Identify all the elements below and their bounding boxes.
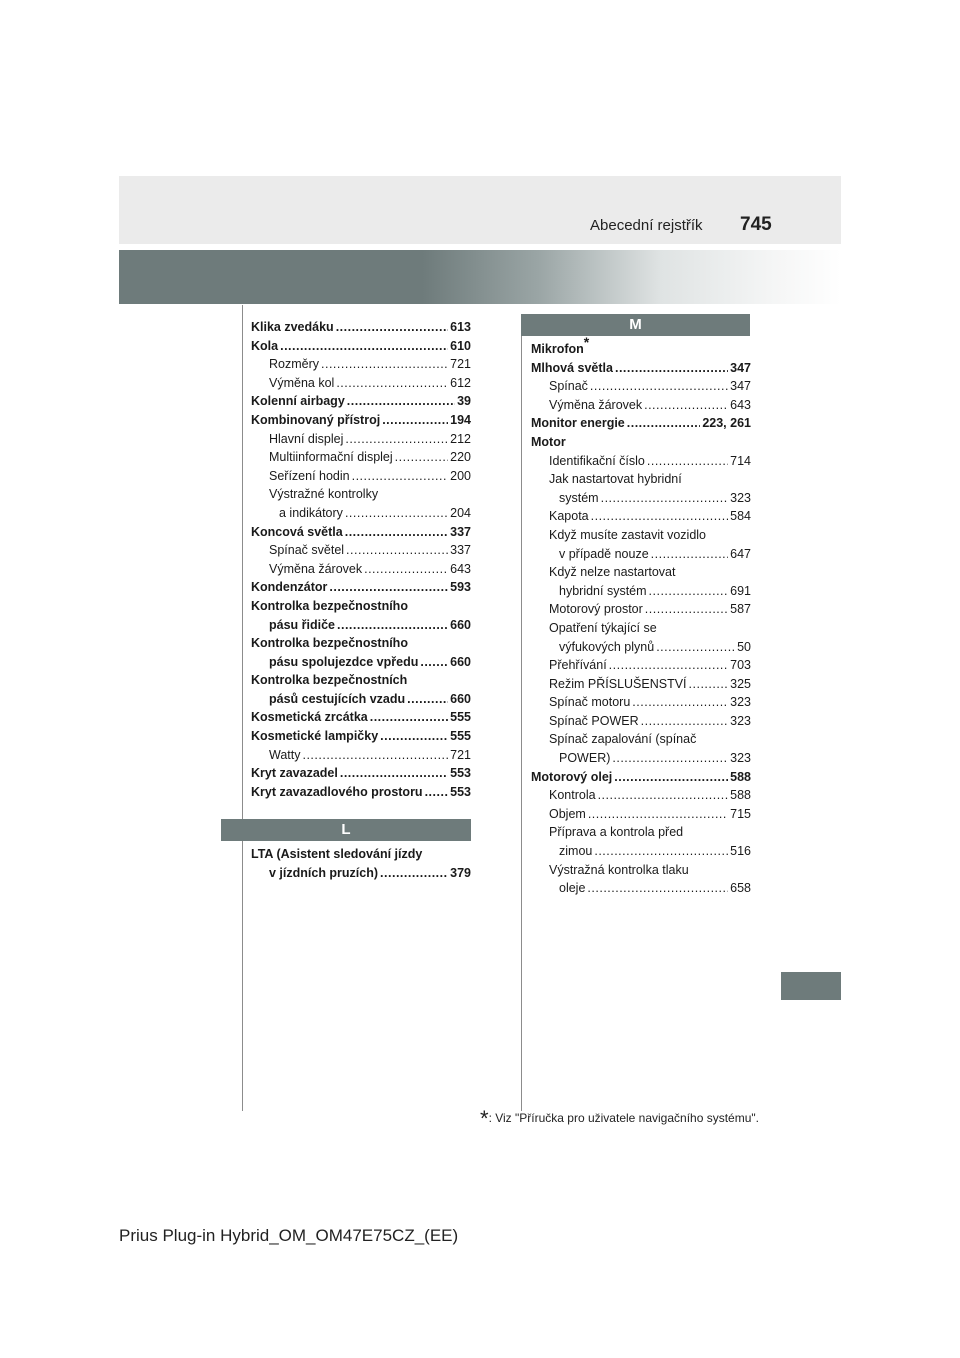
index-section-l xyxy=(251,845,471,882)
leader-dots xyxy=(425,783,449,802)
entry-text: Když musíte zastavit vozidlo xyxy=(549,527,707,542)
leader-dots xyxy=(420,653,448,672)
page-reference: 204 xyxy=(450,505,471,520)
index-entry[interactable] xyxy=(531,600,751,619)
leader-dots xyxy=(645,600,728,619)
entry-text: Režim PŘÍSLUŠENSTVÍ xyxy=(549,676,687,691)
leader-dots xyxy=(591,507,729,526)
leader-dots xyxy=(347,392,455,411)
index-entry[interactable] xyxy=(531,433,751,452)
entry-text: výfukových plynů xyxy=(559,639,655,654)
entry-text: v jízdních pruzích) xyxy=(269,865,379,880)
page-reference: 516 xyxy=(730,844,751,859)
leader-dots xyxy=(609,656,728,675)
page-reference: 584 xyxy=(730,509,751,524)
page-reference: 721 xyxy=(450,357,471,372)
page-reference: 323 xyxy=(730,751,751,766)
page-reference: 647 xyxy=(730,546,751,561)
index-entry[interactable] xyxy=(251,355,471,374)
leader-dots xyxy=(395,448,448,467)
entry-text: Kondenzátor xyxy=(251,580,328,595)
entry-text: systém xyxy=(559,490,599,505)
entry-text: Objem xyxy=(549,806,586,821)
page-reference: 612 xyxy=(450,375,471,390)
page-reference: 691 xyxy=(730,583,751,598)
leader-dots xyxy=(370,708,448,727)
leader-dots xyxy=(612,749,728,768)
page-reference: 200 xyxy=(450,468,471,483)
leader-dots xyxy=(345,430,448,449)
index-entry[interactable] xyxy=(531,563,751,600)
page-reference: 643 xyxy=(450,561,471,576)
index-entry[interactable] xyxy=(251,411,471,430)
leader-dots xyxy=(627,414,701,433)
page-reference: 610 xyxy=(450,338,471,353)
footnote-star: * xyxy=(480,1106,489,1131)
page-reference: 660 xyxy=(450,617,471,632)
leader-dots xyxy=(656,638,735,657)
index-entry[interactable] xyxy=(531,786,751,805)
entry-text: Kontrolka bezpečnostních xyxy=(251,673,408,688)
footnote-text: : Viz "Příručka pro uživatele navigačního systému". xyxy=(488,1111,759,1125)
leader-dots xyxy=(407,690,448,709)
index-entry[interactable] xyxy=(531,768,751,787)
page-reference: 555 xyxy=(450,710,471,725)
entry-text: Seřízení hodin xyxy=(269,468,350,483)
index-column-left xyxy=(251,318,471,801)
leader-dots xyxy=(614,768,728,787)
leader-dots xyxy=(588,805,728,824)
leader-dots xyxy=(329,578,448,597)
entry-text: Mlhová světla xyxy=(531,360,613,375)
entry-text: Monitor energie xyxy=(531,416,625,431)
page-reference: 39 xyxy=(457,394,471,409)
index-entry[interactable] xyxy=(251,597,471,634)
leader-dots xyxy=(647,452,728,471)
index-entry[interactable] xyxy=(531,730,751,767)
leader-dots xyxy=(380,864,448,883)
leader-dots xyxy=(352,467,449,486)
page-reference: 593 xyxy=(450,580,471,595)
leader-dots xyxy=(587,879,728,898)
entry-text: Spínač světel xyxy=(269,543,345,558)
leader-dots xyxy=(380,727,448,746)
index-entry[interactable] xyxy=(251,671,471,708)
leader-dots xyxy=(601,489,729,508)
page-reference: 588 xyxy=(730,769,751,784)
leader-dots xyxy=(641,712,729,731)
leader-dots xyxy=(594,842,728,861)
entry-text: Hlavní displej xyxy=(269,431,344,446)
index-entry[interactable] xyxy=(251,746,471,765)
page-reference: 212 xyxy=(450,431,471,446)
leader-dots xyxy=(651,545,728,564)
index-entry[interactable] xyxy=(531,861,751,898)
leader-dots xyxy=(345,504,448,523)
page-reference: 715 xyxy=(730,806,751,821)
page-reference: 660 xyxy=(450,654,471,669)
page-number: 745 xyxy=(740,214,772,235)
page-reference: 658 xyxy=(730,881,751,896)
page-reference: 643 xyxy=(730,397,751,412)
page-reference: 325 xyxy=(730,676,751,691)
index-entry[interactable] xyxy=(531,675,751,694)
index-entry[interactable] xyxy=(531,693,751,712)
leader-dots xyxy=(590,377,728,396)
page-reference: 587 xyxy=(730,602,751,617)
entry-text: Kontrolka bezpečnostního xyxy=(251,598,408,613)
index-entry[interactable] xyxy=(251,727,471,746)
entry-text: pásu řidiče xyxy=(269,617,335,632)
leader-dots xyxy=(337,616,448,635)
page-reference: 323 xyxy=(730,490,751,505)
entry-text: Motorový prostor xyxy=(549,602,643,617)
index-entry[interactable] xyxy=(251,578,471,597)
leader-dots xyxy=(321,355,448,374)
entry-text: Kosmetické lampičky xyxy=(251,729,379,744)
index-entry[interactable] xyxy=(251,430,471,449)
page-reference: 50 xyxy=(737,639,751,654)
page-reference: 323 xyxy=(730,713,751,728)
entry-text: Kryt zavazadel xyxy=(251,766,338,781)
leader-dots xyxy=(302,746,448,765)
leader-dots xyxy=(336,374,448,393)
index-entry[interactable] xyxy=(251,448,471,467)
leader-dots xyxy=(615,359,728,378)
entry-text: Kolenní airbagy xyxy=(251,394,345,409)
leader-dots xyxy=(346,541,448,560)
index-entry[interactable] xyxy=(251,634,471,671)
entry-text: Kapota xyxy=(549,509,589,524)
entry-text: Kontrola xyxy=(549,788,596,803)
index-entry[interactable] xyxy=(531,396,751,415)
index-entry[interactable] xyxy=(531,712,751,731)
leader-dots xyxy=(364,560,448,579)
index-entry[interactable] xyxy=(531,619,751,656)
index-entry[interactable] xyxy=(251,485,471,522)
index-entry[interactable] xyxy=(531,526,751,563)
index-entry[interactable] xyxy=(531,823,751,860)
entry-text: Motorový olej xyxy=(531,769,613,784)
page-title: Abecední rejstřík xyxy=(590,217,703,234)
entry-text: Kontrolka bezpečnostního xyxy=(251,636,408,651)
index-entry[interactable] xyxy=(251,523,471,542)
index-entry[interactable] xyxy=(531,470,751,507)
entry-text: Spínač zapalování (spínač xyxy=(549,732,697,747)
index-entry[interactable] xyxy=(531,377,751,396)
index-entry[interactable] xyxy=(531,656,751,675)
page-reference: 721 xyxy=(450,747,471,762)
entry-text: Výměna žárovek xyxy=(549,397,643,412)
decorative-gradient-bar xyxy=(119,250,841,304)
leader-dots xyxy=(280,337,448,356)
entry-text: oleje xyxy=(559,881,586,896)
entry-text: v případě nouze xyxy=(559,546,649,561)
entry-text: Klika zvedáku xyxy=(251,320,334,334)
entry-text: Kosmetická zrcátka xyxy=(251,710,368,725)
leader-dots xyxy=(689,675,729,694)
page-reference: 223, 261 xyxy=(702,416,751,431)
leader-dots xyxy=(632,693,728,712)
index-entry[interactable] xyxy=(531,359,751,378)
entry-text: Koncová světla xyxy=(251,524,343,539)
index-entry[interactable] xyxy=(251,541,471,560)
leader-dots xyxy=(345,523,448,542)
entry-text: Spínač POWER xyxy=(549,713,639,728)
page-reference: 553 xyxy=(450,766,471,781)
leader-dots xyxy=(649,582,729,601)
index-entry[interactable] xyxy=(251,783,471,802)
index-entry[interactable] xyxy=(251,467,471,486)
leader-dots xyxy=(336,318,448,337)
entry-text: Opatření týkající se xyxy=(549,620,657,635)
index-entry-mikrofon[interactable] xyxy=(531,334,751,359)
index-entry[interactable] xyxy=(251,708,471,727)
entry-text: Jak nastartovat hybridní xyxy=(549,472,682,487)
entry-text: LTA (Asistent sledování jízdy xyxy=(251,847,423,861)
page-reference: 379 xyxy=(450,865,471,880)
chapter-tab-marker xyxy=(781,972,841,1000)
index-column-right xyxy=(531,334,751,898)
footnote-mark: * xyxy=(583,334,590,350)
index-entry[interactable] xyxy=(531,452,751,471)
entry-text: Příprava a kontrola před xyxy=(549,825,684,840)
entry-text: hybridní systém xyxy=(559,583,647,598)
entry-text: Výměna kol xyxy=(269,375,335,390)
entry-text: Když nelze nastartovat xyxy=(549,565,676,580)
page-reference: 714 xyxy=(730,453,751,468)
entry-text: POWER) xyxy=(559,751,611,766)
entry-text: Výměna žárovek xyxy=(269,561,363,576)
entry-text: Spínač xyxy=(549,379,588,394)
right-column-divider xyxy=(521,336,522,1111)
entry-text: Motor xyxy=(531,434,566,449)
entry-text: zimou xyxy=(559,844,593,859)
entry-text: Přehřívání xyxy=(549,658,607,673)
page-reference: 555 xyxy=(450,729,471,744)
index-entry[interactable] xyxy=(251,764,471,783)
page-reference: 323 xyxy=(730,695,751,710)
page-reference: 613 xyxy=(450,320,471,334)
section-header-m: M xyxy=(521,314,750,336)
page-reference: 337 xyxy=(450,543,471,558)
index-entry[interactable] xyxy=(251,560,471,579)
entry-text: Spínač motoru xyxy=(549,695,631,710)
entry-text: Rozměry xyxy=(269,357,320,372)
leader-dots xyxy=(644,396,728,415)
index-entry[interactable] xyxy=(531,414,751,433)
entry-text: a indikátory xyxy=(279,505,343,520)
leader-dots xyxy=(598,786,729,805)
entry-text: Watty xyxy=(269,747,301,762)
page-reference: 194 xyxy=(450,412,471,427)
entry-text: Kombinovaný přístroj xyxy=(251,412,381,427)
entry-text: Výstražná kontrolka tlaku xyxy=(549,862,689,877)
page-reference: 347 xyxy=(730,360,751,375)
entry-text: Kryt zavazadlového prostoru xyxy=(251,784,423,799)
entry-text: pásů cestujících vzadu xyxy=(269,691,406,706)
page-reference: 337 xyxy=(450,524,471,539)
index-entry[interactable] xyxy=(531,805,751,824)
index-entry[interactable] xyxy=(251,318,471,337)
index-entry[interactable] xyxy=(251,374,471,393)
entry-text: Mikrofon xyxy=(531,342,584,356)
index-entry[interactable] xyxy=(251,392,471,411)
page-reference: 553 xyxy=(450,784,471,799)
entry-text: pásu spolujezdce vpředu xyxy=(269,654,419,669)
footnote xyxy=(480,1106,759,1132)
header-band xyxy=(119,176,841,244)
entry-text: Identifikační číslo xyxy=(549,453,645,468)
page-reference: 588 xyxy=(730,788,751,803)
entry-text: Kola xyxy=(251,338,279,353)
entry-text: Výstražné kontrolky xyxy=(269,487,379,502)
index-entry[interactable] xyxy=(251,337,471,356)
section-header-l: L xyxy=(221,819,471,841)
page-reference: 703 xyxy=(730,658,751,673)
leader-dots xyxy=(340,764,448,783)
leader-dots xyxy=(382,411,448,430)
entry-text: Multiinformační displej xyxy=(269,450,393,465)
document-footer: Prius Plug-in Hybrid_OM_OM47E75CZ_(EE) xyxy=(119,1226,459,1245)
index-entry[interactable] xyxy=(251,845,471,882)
page-reference: 220 xyxy=(450,450,471,465)
index-entry[interactable] xyxy=(531,507,751,526)
page-reference: 660 xyxy=(450,691,471,706)
left-column-divider xyxy=(242,305,243,1111)
page-reference: 347 xyxy=(730,379,751,394)
